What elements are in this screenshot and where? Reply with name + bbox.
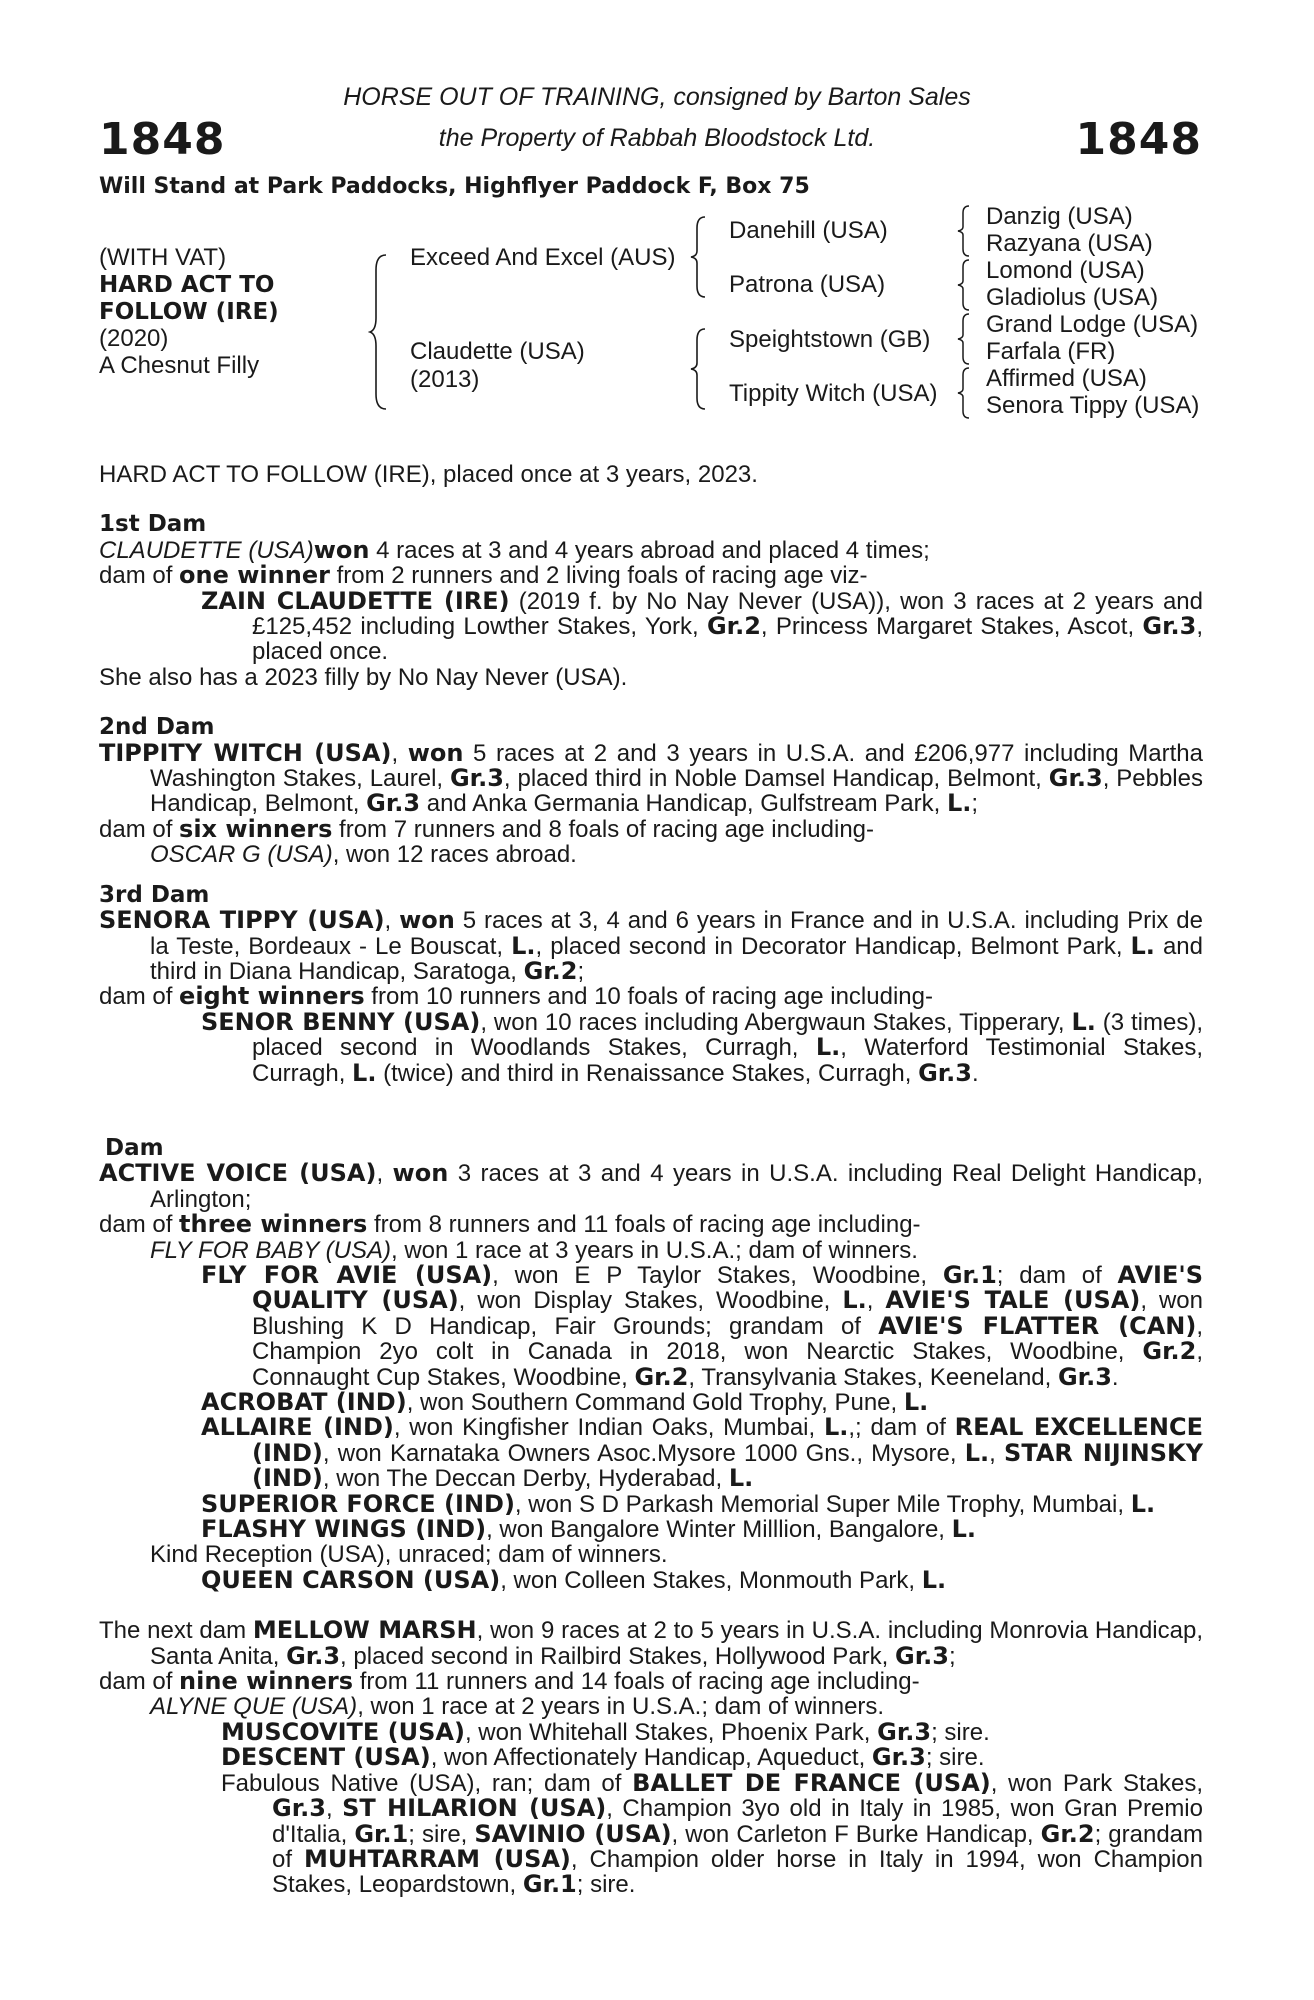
text: , won Bangalore Winter Milllion, Bangalore, [486,1516,952,1544]
text: , won 12 races abroad. [332,841,577,869]
gg-dam-4: Senora Tippy (USA) [986,392,1200,419]
produce-entry [99,1745,1203,1770]
third-dam-produce-line [99,984,1203,1009]
winner-name: QUEEN CARSON (USA) [201,1565,501,1594]
section-heading-2nd-dam: 2nd Dam [99,714,215,741]
property-line: the Property of Rabbah Bloodstock Ltd. [438,124,876,152]
text: , won E P Taylor Stakes, Woodbine, [492,1261,943,1289]
text: ; sire. [931,1718,990,1746]
listed: L. [1071,1007,1096,1036]
listed: L. [921,1565,947,1594]
pedigree-brace-sd [955,257,973,313]
text: , [989,1439,1005,1467]
text: ; [577,957,585,985]
listed: L. [951,1515,977,1544]
produce-entry [99,1565,1203,1594]
winner-name: DESCENT (USA) [221,1743,431,1772]
winner-name: SAVINIO (USA) [474,1819,672,1848]
gg-sire-1: Danzig (USA) [986,203,1133,230]
text: , won Display Stakes, Woodbine, [458,1287,843,1315]
listed: L. [1130,1489,1156,1518]
text: Fabulous Native (USA), ran; dam of [221,1769,633,1797]
text: , won 1 race at 2 years in U.S.A.; dam of winners. [357,1693,885,1721]
text: and Anka Germania Handicap, Gulfstream Park, [420,790,947,818]
grade: Gr.1 [354,1819,409,1848]
horse-year: (2020) [99,325,169,352]
text: from 11 runners and 14 foals of racing age including- [353,1668,920,1696]
listed: L. [728,1464,754,1493]
text: , won Affectionately Handicap, Aqueduct, [430,1744,872,1772]
listed: L. [352,1058,377,1087]
fourth-dam-record: ACTIVE VOICE (USA), won 3 races at 3 and 4 years in U.S.A. including Real Delight Handicap, Arlington; [99,1159,1204,1213]
text: (3 times), placed second in Woodlands Stakes, Curragh, [252,1008,1203,1062]
grade: Gr.2 [1040,1819,1095,1848]
winner-name: AVIE'S TALE (USA) [885,1286,1141,1315]
dam-name: ACTIVE VOICE (USA) [99,1159,377,1188]
horse-name-line2: FOLLOW (IRE) [99,299,279,325]
grade: Gr.3 [877,1717,932,1746]
text: , Transylvania Stakes, Keeneland, [688,1363,1058,1391]
text: ; sire. [925,1744,985,1772]
next-dam-produce-line [99,1669,1203,1694]
produce-entry [99,1260,1204,1391]
text: , won Blushing K D Handicap, Fair Grounds; grandam of [252,1287,1203,1340]
dam-name: SENORA TIPPY (USA) [99,906,385,935]
listed: L. [903,1388,929,1416]
winner-name: OSCAR G (USA) [150,841,333,869]
text: , won The Deccan Derby, Hyderabad, [322,1465,729,1493]
listed: L. [511,931,536,960]
winners-count: one winner [179,561,330,590]
dam-sire: Speightstown (GB) [729,326,931,353]
produce-entry [99,1489,1203,1518]
text: from 2 runners and 2 living foals of racing age viz- [329,562,868,590]
gg-sire-4: Affirmed (USA) [986,365,1147,392]
third-dam-record: SENORA TIPPY (USA), won 5 races at 3, 4 and 6 years in France and in U.S.A. including Prix de la Teste, Bordeaux - Le Bouscat, L., placed second in Decorator Handicap, Belmont Park, L. and third in Diana Handicap, Saratoga, Gr.2; [99,906,1204,985]
dam-name: CLAUDETTE (USA) [99,536,314,564]
grade: Gr.2 [1142,1337,1197,1366]
pedigree-brace-dd [955,365,973,421]
grade: Gr.3 [1057,1362,1112,1391]
produce-entry [99,1007,1204,1087]
sire: Exceed And Excel (AUS) [410,244,676,271]
sire-dam: Patrona (USA) [729,271,886,298]
winner-name: MUSCOVITE (USA) [221,1717,465,1746]
text: , won S D Parkash Memorial Super Mile Trophy, Mumbai, [514,1490,1131,1518]
lot-number-left: 1848 [99,114,226,165]
text: 3 races at 3 and 4 years in U.S.A. including Real Delight Handicap, Arlington; [150,1160,1204,1213]
gg-dam-2: Gladiolus (USA) [986,284,1159,311]
winner-name: FLY FOR AVIE (USA) [201,1260,493,1289]
text: , [866,1287,886,1315]
text: 4 races at 3 and 4 years abroad and placed 4 times; [369,536,930,564]
text: (twice) and third in Renaissance Stakes, Curragh, [376,1059,919,1087]
grade: Gr.3 [918,1058,972,1087]
grade: Gr.3 [1142,612,1197,641]
next-dam-record [99,1618,1203,1669]
produce-entry [99,586,1203,666]
text: dam of [99,1211,180,1239]
text: , Champion 3yo old in Italy in 1985, won Gran Premio d'Italia, [272,1795,1203,1848]
grade: Gr.3 [272,1794,326,1823]
section-heading-4th-dam: Dam [105,1134,164,1161]
text: 5 races at 3, 4 and 6 years in France and in U.S.A. including Prix de la Teste, Bordeaux - Le Bouscat, [150,907,1204,960]
text: , won 1 race at 3 years in U.S.A.; dam of winners. [390,1236,918,1264]
pedigree-brace-dam [689,326,709,412]
produce-entry [99,1517,1203,1542]
horse-name-line1: HARD ACT TO [99,272,275,298]
grade: Gr.2 [634,1362,689,1391]
text: dam of [99,1668,180,1696]
text: from 8 runners and 11 foals of racing age including- [367,1211,921,1239]
text: ; [971,790,979,818]
listed: L. [842,1286,867,1315]
text: The next dam [99,1617,253,1645]
text: and third in Diana Handicap, Saratoga, [150,932,1203,985]
race-summary: HARD ACT TO FOLLOW (IRE), placed once at 3 years, 2023. [99,461,758,488]
first-dam-record [99,535,1203,564]
first-dam-produce-line [99,563,1203,588]
produce-note: She also has a 2023 filly by No Nay Never (USA). [99,663,628,691]
text: , Connaught Cup Stakes, Woodbine, [252,1338,1203,1391]
listed: L. [823,1413,849,1442]
text: . [972,1059,979,1087]
winner-name: FLY FOR BABY (USA) [150,1236,391,1264]
winner-name: BALLET DE FRANCE (USA) [632,1768,991,1797]
winners-count: eight winners [179,982,365,1011]
text: , Waterford Testimonial Stakes, Curragh, [252,1034,1204,1087]
produce-entry [99,1238,1203,1263]
dam-name: TIPPITY WITCH (USA) [99,738,392,767]
winner-name: ST HILARION (USA) [342,1794,607,1823]
text: dam of [99,815,180,843]
winner-name: ALLAIRE (IND) [201,1413,394,1442]
grade: Gr.2 [523,956,578,985]
text: from 10 runners and 10 foals of racing age including- [364,983,933,1011]
produce-record [99,462,1203,1898]
grade: Gr.2 [706,612,761,641]
dam-dam: Tippity Witch (USA) [729,380,938,407]
winner-name: REAL EXCELLENCE (IND) [252,1413,1203,1467]
text: dam of [99,983,180,1011]
gg-sire-3: Grand Lodge (USA) [986,311,1199,338]
text: , won Whitehall Stakes, Phoenix Park, [464,1718,878,1746]
text: , Princess Margaret Stakes, Ascot, [760,613,1143,641]
sire-sire: Danehill (USA) [729,217,888,244]
winner-name: STAR NIJINSKY (IND) [252,1438,1203,1493]
winner-name: SENOR BENNY (USA) [201,1007,481,1036]
second-dam-produce-line [99,814,1203,843]
text: 5 races at 2 and 3 years in U.S.A. and £206,977 including Martha Washington Stakes, Laurel, [150,739,1203,793]
text: (2019 f. by No Nay Never (USA)), won 3 races at 2 years and £125,452 including Lowther Stakes, York, [252,587,1203,641]
text: , won Karnataka Owners Asoc.Mysore 1000 Gns., Mysore, [322,1439,965,1467]
grade: Gr.3 [871,1743,926,1772]
text: , placed third in Noble Damsel Handicap, Belmont, [503,765,1049,793]
dam-year: (2013) [410,366,480,393]
section-heading-1st-dam: 1st Dam [99,511,207,538]
text: , won 9 races at 2 to 5 years in U.S.A. including Monrovia Handicap, Santa Anita, [150,1617,1203,1670]
fourth-dam-produce-line [99,1212,1203,1237]
listed: L. [815,1033,841,1062]
gg-sire-2: Lomond (USA) [986,257,1145,284]
listed: L. [946,789,972,818]
lot-number-right: 1848 [1075,114,1202,165]
winners-count: nine winners [179,1667,354,1696]
pedigree-brace-ds [955,311,973,367]
winner-name: SUPERIOR FORCE (IND) [201,1489,515,1518]
won-text: won [392,1159,449,1188]
winner-name: MUHTARRAM (USA) [304,1844,571,1873]
text: , won 10 races including Abergwaun Stakes, Tipperary, [480,1008,1072,1036]
winners-count: six winners [179,814,333,843]
pedigree-brace-sire [689,214,709,300]
section-heading-3rd-dam: 3rd Dam [99,881,210,908]
dam-name: MELLOW MARSH [252,1616,477,1645]
grade: Gr.3 [366,789,421,818]
produce-entry [99,1717,1203,1746]
consignor-line: HORSE OUT OF TRAINING, consigned by Barton Sales [343,83,971,111]
text: , Champion older horse in Italy in 1994, won Champion Stakes, Leopardstown, [272,1845,1203,1899]
gg-dam-1: Razyana (USA) [986,230,1153,257]
text: , won Southern Command Gold Trophy, Pune, [406,1389,904,1416]
text: , Pebbles Handicap, Belmont, [150,765,1203,818]
winner-name: AVIE'S FLATTER (CAN) [878,1311,1197,1340]
text: dam of [99,562,180,590]
text: ; dam of [996,1261,1118,1289]
winner-name: ZAIN CLAUDETTE (IRE) [201,586,510,615]
text: ; grandam of [272,1820,1204,1873]
gg-dam-3: Farfala (FR) [986,338,1116,365]
listed: L. [1130,931,1155,960]
produce-entry [99,1768,1204,1899]
text: , placed second in Decorator Handicap, Belmont Park, [535,932,1131,960]
won-text: won [407,738,464,767]
vat-note: (WITH VAT) [99,244,227,271]
text: , placed once. [252,613,1203,666]
grade: Gr.3 [286,1641,341,1670]
grade: Gr.3 [449,764,504,793]
text: , [325,1795,343,1823]
winners-count: three winners [179,1210,368,1239]
grade: Gr.1 [522,1870,577,1899]
horse-description: A Chesnut Filly [99,352,260,379]
text: ; sire, [408,1820,475,1848]
winner-name: AVIE'S QUALITY (USA) [252,1260,1204,1315]
grade: Gr.3 [1048,764,1103,793]
text: ; sire. [576,1871,636,1899]
second-dam-record: TIPPITY WITCH (USA), won 5 races at 2 and 3 years in U.S.A. and £206,977 including Martha Washington Stakes, Laurel, Gr.3, placed third in Noble Damsel Handicap, Belmont, Gr.3, Pebbles Handicap, Belmont, Gr.3 and Anka Germania Handicap, Gulfstream Park, L.; [99,738,1203,818]
winner-name: ACROBAT (IND) [201,1388,407,1416]
won-text: won [313,535,370,564]
pedigree-brace-gen1 [368,252,392,412]
produce-entry: Kind Reception (USA), unraced; dam of winners. [150,1541,668,1569]
winner-name: FLASHY WINGS (IND) [201,1515,487,1544]
text: , won Kingfisher Indian Oaks, Mumbai, [393,1414,824,1442]
won-text: won [399,906,455,935]
listed: L. [964,1438,990,1467]
text: , placed second in Railbird Stakes, Hollywood Park, [340,1642,895,1670]
text: ,; dam of [848,1414,955,1442]
text: . [1111,1363,1119,1391]
grade: Gr.1 [942,1260,997,1289]
produce-entry [99,1694,1203,1719]
produce-entry [99,1390,1203,1415]
text: , won Carleton F Burke Handicap, [671,1820,1041,1848]
produce-entry [99,1415,1203,1491]
stabling-line: Will Stand at Park Paddocks, Highflyer Paddock F, Box 75 [99,174,810,199]
text: , Champion 2yo colt in Canada in 2018, won Nearctic Stakes, Woodbine, [252,1312,1204,1366]
winner-name: ALYNE QUE (USA) [150,1693,358,1721]
text: from 7 runners and 8 foals of racing age including- [332,815,875,843]
text: , won Colleen Stakes, Monmouth Park, [500,1566,922,1594]
pedigree-brace-ss [955,203,973,259]
produce-entry [99,842,1203,867]
grade: Gr.3 [895,1641,949,1670]
text: ; [948,1642,956,1670]
text: , won Park Stakes, [990,1769,1203,1797]
dam: Claudette (USA) [410,338,585,365]
